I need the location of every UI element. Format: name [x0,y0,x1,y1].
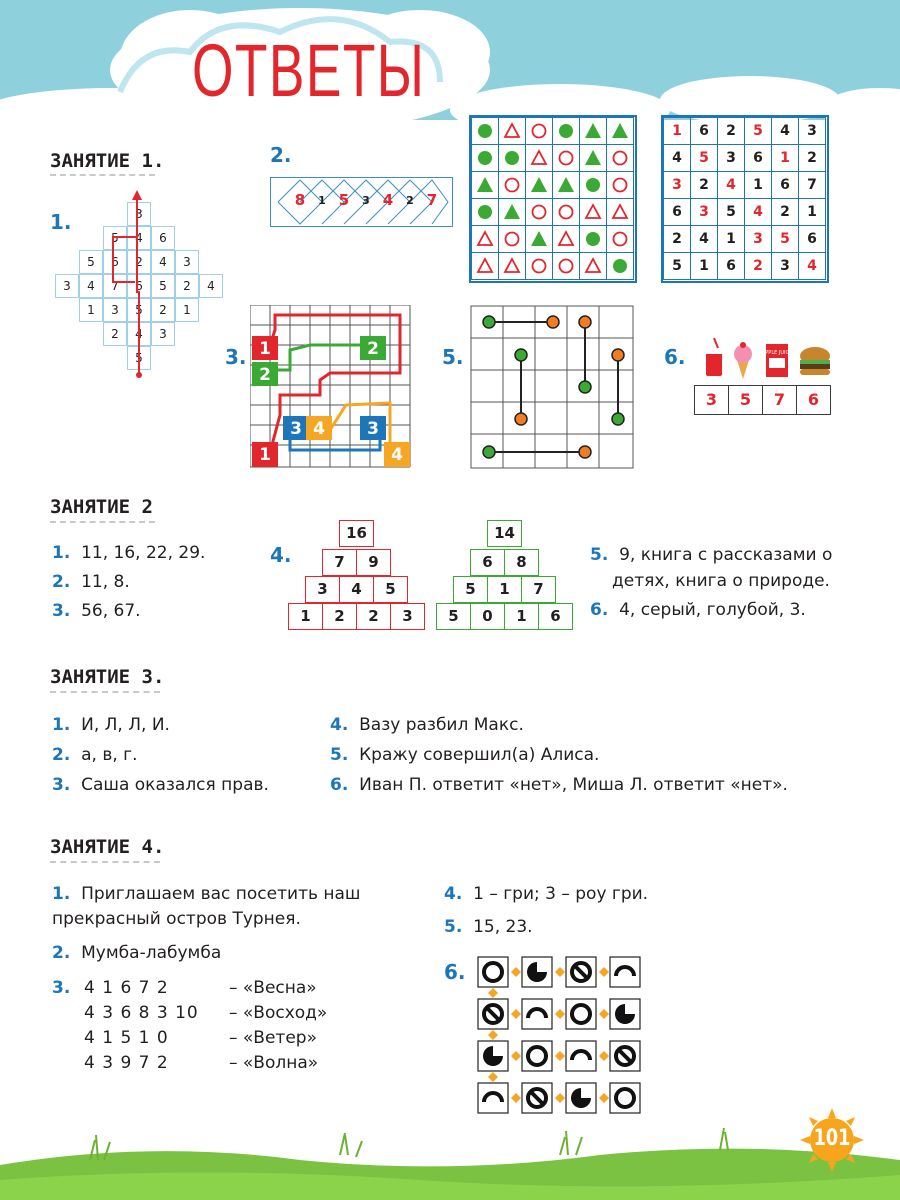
pyramid-cell: 16 [339,520,374,547]
symbol-cell [478,1083,508,1113]
item-number: 6. [330,775,349,795]
pyramid-cell: 5 [436,603,471,630]
cross-cell: 5 [127,298,151,322]
food-answer-cell: 6 [796,385,831,415]
circle-icon [498,144,526,172]
cross-cell: 3 [103,298,127,322]
number-cell: 2 [663,225,691,253]
triangle-icon [525,225,553,253]
lesson3-item [330,775,788,795]
code-word: – «Ветер» [229,1028,317,1048]
pyramid-cell: 5 [453,576,488,603]
number-cell: 5 [717,198,745,226]
arrow-icon [555,1051,565,1061]
circle-icon [579,171,607,199]
triangle-o-icon [552,225,580,253]
shapes-grid [471,117,635,281]
triangle-o-icon [498,252,526,280]
symbol-cell [610,957,640,987]
number-cell: 2 [798,144,826,172]
lesson3-left-list [52,715,312,815]
cross-cell: 4 [151,250,175,274]
lesson3-right-list [330,715,850,815]
number-cell: 3 [690,198,718,226]
number-cell: 6 [771,171,799,199]
pyramid-cell: 4 [339,576,374,603]
path-label: 3 [290,419,302,439]
number-cell: 5 [690,144,718,172]
lesson4-item4: 4. 1 – гри; 3 – роу гри. [444,884,649,904]
lesson3-item [52,775,269,795]
cross-cell: 2 [175,274,199,298]
arrow-icon [599,967,609,977]
path-label: 3 [367,419,379,439]
code-number: 4 3 9 7 2 [84,1053,169,1073]
lesson2-item [52,543,205,563]
food-answer-row [694,385,829,415]
food-answer-cell: 3 [694,385,729,415]
food-answer-cell: 5 [728,385,763,415]
number-cell: 4 [690,225,718,253]
circle-o-icon [552,144,580,172]
page-number: 101 [813,1126,851,1151]
lesson4-item2: 2. Мумба-лабумба [52,943,222,963]
arrow-icon [488,988,498,998]
number-cell: 1 [690,252,718,280]
item-number: 1. [52,543,71,563]
item-number: 5. [330,745,349,765]
arrow-icon [555,1009,565,1019]
item-number: 1. [52,715,71,735]
cross-cell: 6 [103,250,127,274]
task3-number: 3. [225,345,247,369]
item-text: Вазу разбил Макс. [359,715,524,735]
task2-number: 2. [270,143,292,167]
cross-cell: 3 [127,202,151,226]
lesson3-item [52,715,170,735]
path-label: 4 [391,445,403,465]
triangle-o-icon [579,198,607,226]
food-answer-cell: 7 [762,385,797,415]
arrow-icon [555,967,565,977]
pyramid-cell: 1 [288,603,323,630]
cross-cell: 1 [175,298,199,322]
juice-box-icon [762,344,792,377]
arrow-icon [511,1009,521,1019]
cross-cell: 6 [151,226,175,250]
pyramid-cell: 2 [322,603,357,630]
soda-cup-icon [706,338,722,376]
arrow-icon [488,1072,498,1082]
cross-cell: 2 [103,322,127,346]
triangle-o-icon [471,252,499,280]
item-number: 2. [52,745,71,765]
cross-cell: 3 [55,274,79,298]
food-icons [700,336,835,381]
task1-number: 1. [50,210,72,234]
number-cell: 3 [663,171,691,199]
number-cell: 2 [744,252,772,280]
code-word: – «Восход» [229,1003,328,1023]
number-cell: 5 [771,225,799,253]
cross-cell: 5 [127,346,151,370]
lesson4-item3-number: 3. [52,978,71,998]
pyramid-cell: 2 [356,603,391,630]
burger-icon [800,347,830,375]
cross-cell: 3 [175,250,199,274]
number-cell: 3 [717,144,745,172]
number-cell: 3 [771,252,799,280]
number-cell: 3 [744,225,772,253]
circle-o-icon [498,171,526,199]
lesson2-item5-cont: детях, книга о природе. [612,571,830,591]
lesson2-list [52,543,252,643]
circle-o-icon [606,144,634,172]
lesson2-item6: 6. 4, серый, голубой, 3. [590,600,806,620]
number-cell: 1 [771,144,799,172]
triangle-icon [525,171,553,199]
item-text: Иван П. ответит «нет», Миша Л. ответит «нет». [359,775,788,795]
page-title: ОТВЕТЫ [192,29,426,112]
divider [50,521,155,523]
circle-o-icon [606,171,634,199]
item-text: 11, 16, 22, 29. [81,543,206,563]
diamond-number: 1 [318,194,326,207]
cross-cell: 3 [151,322,175,346]
code-number: 4 1 5 1 0 [84,1028,169,1048]
number-cell: 4 [744,198,772,226]
grass-decoration [0,1125,900,1200]
pyramid-cell: 6 [538,603,573,630]
lesson3-item [330,745,599,765]
item-number: 3. [52,775,71,795]
cross-cell: 4 [199,274,223,298]
arrow-icon [511,1051,521,1061]
diamond-number: 3 [362,194,370,207]
pyramid-cell: 14 [487,520,522,547]
code-number: 4 3 6 8 3 10 [84,1003,199,1023]
item-text: а, в, г. [81,745,138,765]
number-cell: 2 [771,198,799,226]
cross-cell: 4 [79,274,103,298]
diamond-number: 5 [338,191,350,209]
item-text: 11, 8. [81,572,130,592]
number-cell: 1 [744,171,772,199]
symbol-grid [476,955,646,1125]
cross-cell: 2 [151,298,175,322]
task5-number: 5. [442,345,464,369]
green-pyramid [436,520,576,632]
code-word: – «Весна» [229,978,317,998]
circle-icon [579,225,607,253]
number-cell: 7 [798,171,826,199]
number-cell: 4 [663,144,691,172]
pyramid-cell: 6 [470,549,505,576]
path-puzzle [250,305,416,471]
divider [50,174,155,176]
code-table [84,978,344,1078]
triangle-o-icon [525,144,553,172]
lesson1-heading: ЗАНЯТИЕ 1. [50,150,165,172]
lesson3-heading: ЗАНЯТИЕ 3. [50,666,165,688]
arrow-icon [555,1093,565,1103]
number-cell: 6 [798,225,826,253]
number-cell: 6 [690,117,718,145]
number-cell: 6 [663,198,691,226]
circle-icon [471,144,499,172]
symbol-cell [522,999,552,1029]
cross-cell: 5 [79,250,103,274]
svg-text:APPLE JUICE: APPLE JUICE [761,350,793,356]
number-cell: 2 [717,117,745,145]
task4-number: 4. [270,543,292,567]
diamond-number: 2 [406,194,414,207]
pyramid-cell: 9 [356,549,391,576]
diamond-number: 4 [382,191,394,209]
number-cell: 1 [717,225,745,253]
symbol-cell [566,1041,596,1071]
diamond-number: 7 [426,191,438,209]
lesson3-item [52,745,138,765]
task6-number: 6. [444,960,466,984]
number-cell: 4 [771,117,799,145]
item-number: 4. [330,715,349,735]
cross-cell: 1 [79,298,103,322]
number-cell: 6 [744,144,772,172]
lesson3-item [330,715,524,735]
triangle-o-icon [498,117,526,145]
path-label: 2 [367,339,379,359]
circle-icon [606,252,634,280]
number-cell: 4 [798,252,826,280]
pyramid-cell: 1 [504,603,539,630]
cross-cell: 7 [103,274,127,298]
circle-o-icon [552,252,580,280]
number-cell: 5 [663,252,691,280]
triangle-icon [579,117,607,145]
pyramid-cell: 7 [322,549,357,576]
item-text: И, Л, Л, И. [81,715,170,735]
item-text: Саша оказался прав. [81,775,269,795]
cross-path [55,182,225,382]
circle-o-icon [606,225,634,253]
pyramid-cell: 7 [521,576,556,603]
triangle-icon [471,171,499,199]
item-number: 2. [52,572,71,592]
arrow-icon [599,1009,609,1019]
number-cell: 6 [717,252,745,280]
path-label: 1 [259,339,271,359]
cross-cell: 5 [103,226,127,250]
cross-cell: 6 [127,274,151,298]
code-number: 4 1 6 7 2 [84,978,169,998]
triangle-o-icon [471,225,499,253]
item-text: Кражу совершил(а) Алиса. [359,745,600,765]
circle-icon [471,117,499,145]
number-cell: 3 [798,117,826,145]
triangle-icon [552,171,580,199]
circle-icon [552,117,580,145]
number-cell: 1 [663,117,691,145]
code-word: – «Волна» [229,1053,319,1073]
item-text: 56, 67. [81,601,141,621]
pyramid-cell: 3 [305,576,340,603]
triangle-icon [606,117,634,145]
number-grid [663,117,827,281]
triangle-o-icon [579,252,607,280]
path-label: 1 [259,445,271,465]
arrow-icon [599,1093,609,1103]
triangle-icon [498,198,526,226]
path-label: 2 [259,365,271,385]
pyramid-cell: 1 [487,576,522,603]
divider [50,691,160,693]
cross-cell: 2 [127,250,151,274]
cross-cell: 5 [151,274,175,298]
pyramid-cell: 5 [373,576,408,603]
lesson4-item1: 1. Приглашаем вас посетить наш [52,884,361,904]
pyramid-cell: 0 [470,603,505,630]
number-cell: 2 [690,171,718,199]
triangle-o-icon [606,198,634,226]
ice-cream-icon [734,342,752,379]
dot-connect-puzzle [470,305,636,471]
divider [50,861,160,863]
lesson2-item5: 5. 9, книга с рассказами о [590,545,833,565]
diamond-numbers [270,177,453,227]
diamond-number: 8 [294,191,306,209]
arrow-icon [599,1051,609,1061]
circle-o-icon [525,117,553,145]
number-cell: 4 [717,171,745,199]
circle-o-icon [498,225,526,253]
red-pyramid [288,520,428,632]
circle-o-icon [525,252,553,280]
lesson2-item [52,572,130,592]
circle-o-icon [552,198,580,226]
lesson4-item1-cont: прекрасный остров Турнея. [52,909,301,929]
triangle-icon [579,144,607,172]
lesson4-item5: 5. 15, 23. [444,917,533,937]
lesson4-heading: ЗАНЯТИЕ 4. [50,836,165,858]
number-cell: 5 [744,117,772,145]
lesson2-item [52,601,141,621]
task6-number: 6. [664,345,686,369]
pyramid-cell: 3 [390,603,425,630]
arrow-icon [511,1093,521,1103]
item-number: 3. [52,601,71,621]
cross-cell: 4 [127,226,151,250]
number-cell: 1 [798,198,826,226]
cross-cell: 4 [127,322,151,346]
arrow-icon [511,967,521,977]
arrow-icon [488,1030,498,1040]
lesson2-heading: ЗАНЯТИЕ 2 [50,496,153,518]
circle-o-icon [525,198,553,226]
pyramid-cell: 8 [504,549,539,576]
circle-icon [471,198,499,226]
path-label: 4 [313,419,325,439]
